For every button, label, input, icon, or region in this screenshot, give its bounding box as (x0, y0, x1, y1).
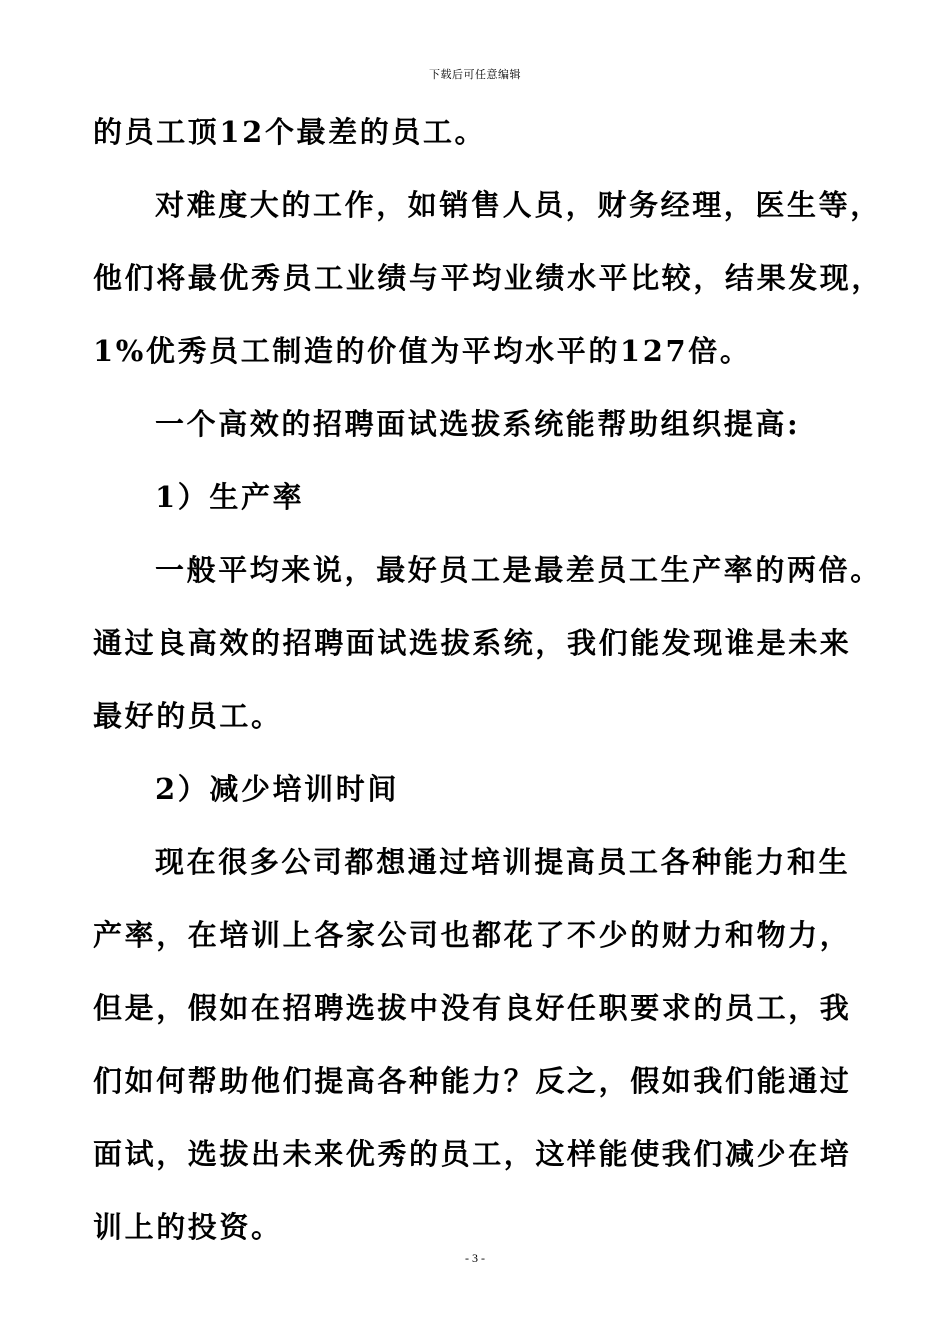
body-line: 最好的员工。 (93, 699, 283, 733)
body-line: 的员工顶12个最差的员工。 (93, 115, 487, 149)
body-line: 他们将最优秀员工业绩与平均业绩水平比较，结果发现， (93, 261, 884, 295)
body-line: 对难度大的工作，如销售人员，财务经理，医生等， (155, 188, 882, 222)
document-body (93, 96, 893, 1264)
section-heading: 1）生产率 (155, 480, 305, 514)
page-header: 下载后可任意编辑 (429, 68, 521, 81)
body-line: 1%优秀员工制造的价值为平均水平的127倍。 (93, 334, 752, 368)
body-line: 但是，假如在招聘选拔中没有良好任职要求的员工，我 (93, 991, 852, 1025)
body-line: 产率，在培训上各家公司也都花了不少的财力和物力， (93, 918, 852, 952)
body-line: 们如何帮助他们提高各种能力？反之，假如我们能通过 (93, 1064, 852, 1098)
body-line: 训上的投资。 (93, 1210, 283, 1244)
body-line: 通过良高效的招聘面试选拔系统，我们能发现谁是未来 (93, 626, 852, 660)
body-line: 现在很多公司都想通过培训提高员工各种能力和生 (155, 845, 851, 879)
body-line: 一般平均来说，最好员工是最差员工生产率的两倍。 (155, 553, 882, 587)
section-heading: 2）减少培训时间 (155, 772, 399, 806)
page-number: - 3 - (465, 1251, 485, 1265)
body-line: 一个高效的招聘面试选拔系统能帮助组织提高: (155, 407, 801, 441)
body-line: 面试，选拔出未来优秀的员工，这样能使我们减少在培 (93, 1137, 852, 1171)
